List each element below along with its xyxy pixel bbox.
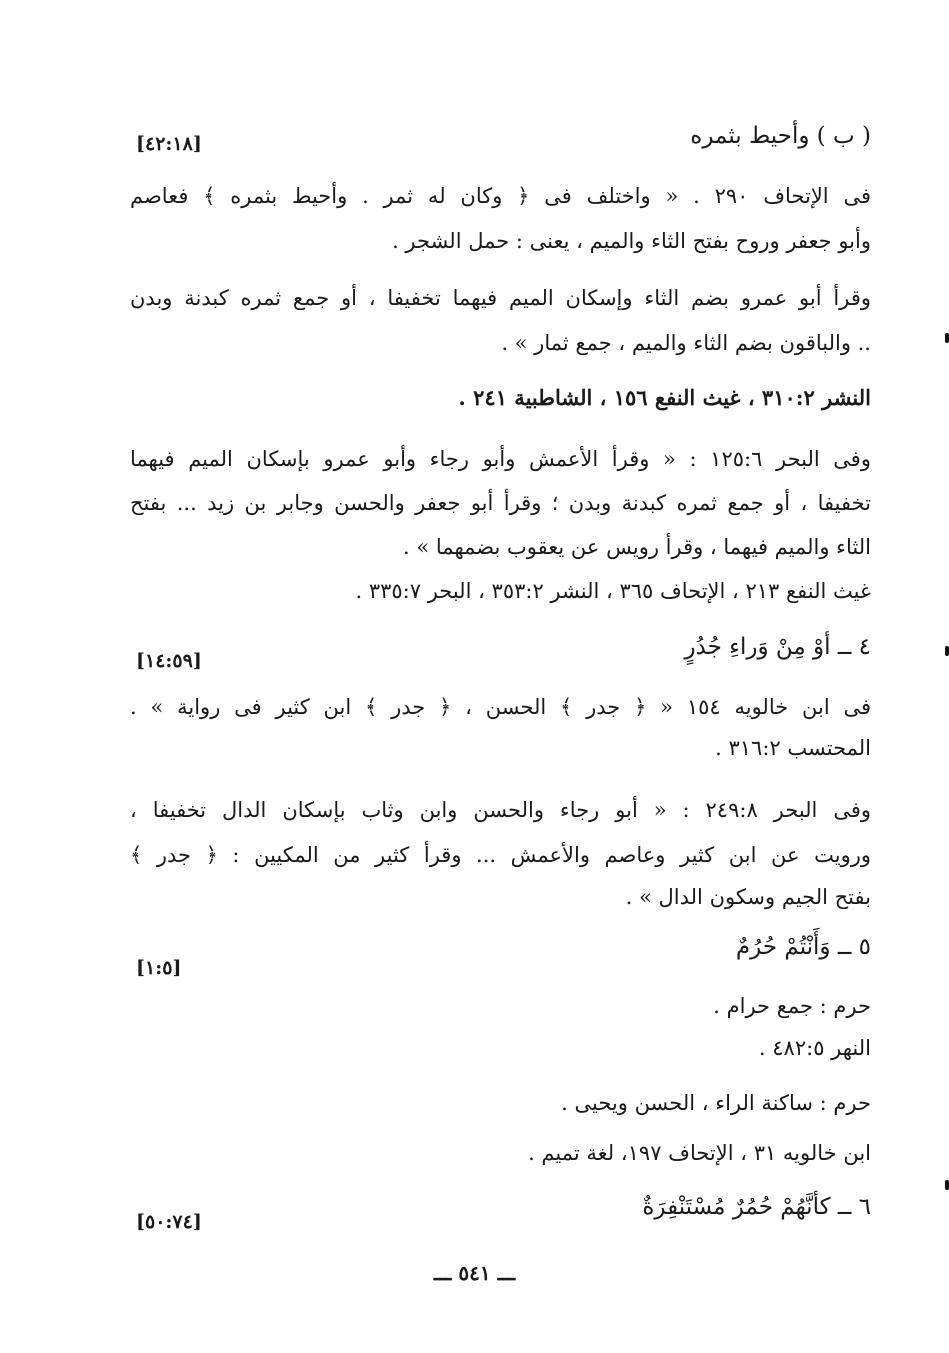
- scan-edge-mark: [945, 333, 949, 343]
- text-line: النشر ٣١٠:٢ ، غيث النفع ١٥٦ ، الشاطبية ٢٤١ .: [458, 385, 871, 410]
- text-line: تخفيفا ، أو جمع ثمره كبدنة وبدن ؛ وقرأ أبو جعفر والحسن وجابر بن زيد ... بفتح: [130, 491, 871, 515]
- text-line: غيث النفع ٢١٣ ، الإتحاف ٣٦٥ ، النشر ٣٥٣:٢ ، البحر ٣٣٥:٧ .: [355, 579, 871, 603]
- text-line: حرم : جمع حرام .: [713, 994, 871, 1018]
- text-line: الثاء والميم فيهما ، وقرأ رويس عن يعقوب بضمهما » .: [403, 535, 871, 559]
- text-line: وأبو جعفر وروح بفتح الثاء والميم ، يعنى : حمل الشجر .: [392, 229, 871, 253]
- entry-heading: ٤ ــ أوْ مِنْ وَراءِ جُدُرٍ: [684, 634, 871, 660]
- text-line: المحتسب ٣١٦:٢ .: [715, 736, 871, 760]
- verse-reference: [٥٠:٧٤]: [136, 1211, 202, 1233]
- text-line: حرم : ساكنة الراء ، الحسن ويحيى .: [561, 1091, 871, 1115]
- text-line: ابن خالويه ٣١ ، الإتحاف ١٩٧، لغة تميم .: [528, 1141, 871, 1165]
- verse-reference: [١:٥]: [136, 957, 182, 979]
- scan-edge-mark: [945, 1180, 949, 1190]
- text-line: .. والباقون بضم الثاء والميم ، جمع ثمار » .: [501, 331, 871, 355]
- entry-heading: ٥ ــ وَأَنْتُمْ حُرُمٌ: [735, 934, 871, 960]
- text-line: النهر ٤٨٢:٥ .: [758, 1036, 871, 1060]
- scan-edge-mark: [945, 646, 949, 656]
- text-line: ورويت عن ابن كثير وعاصم والأعمش ... وقرأ كثير من المكيين : ﴿ جدر ﴾: [130, 843, 871, 867]
- text-line: بفتح الجيم وسكون الدال » .: [625, 885, 871, 909]
- text-line: فى الإتحاف ٢٩٠ . « واختلف فى ﴿ وكان له ثمر . وأحيط بثمره ﴾ فعاصم: [130, 184, 871, 208]
- text-line: فى ابن خالويه ١٥٤ « ﴿ جدر ﴾ الحسن ، ﴿ جدر ﴾ ابن كثير فى رواية » .: [130, 695, 872, 719]
- text-line: وفى البحر ١٢٥:٦ : « وقرأ الأعمش وأبو رجاء وأبو عمرو بإسكان الميم فيهما: [130, 447, 871, 471]
- text-line: وقرأ أبو عمرو بضم الثاء وإسكان الميم فيهما تخفيفا ، أو جمع ثمره كبدنة وبدن: [130, 286, 871, 310]
- verse-reference: [٤٢:١٨]: [136, 133, 202, 155]
- verse-reference: [١٤:٥٩]: [136, 650, 202, 672]
- entry-heading: ٦ ــ كأنَّهُمْ حُمُرٌ مُسْتَنْفِرَةٌ: [642, 1194, 871, 1220]
- page-number: ـــ ٥٤١ ـــ: [433, 1261, 516, 1285]
- entry-heading: ( ب ) وأحيط بثمره: [690, 123, 871, 149]
- text-line: وفى البحر ٢٤٩:٨ : « أبو رجاء والحسن وابن وثاب بإسكان الدال تخفيفا ،: [130, 798, 872, 822]
